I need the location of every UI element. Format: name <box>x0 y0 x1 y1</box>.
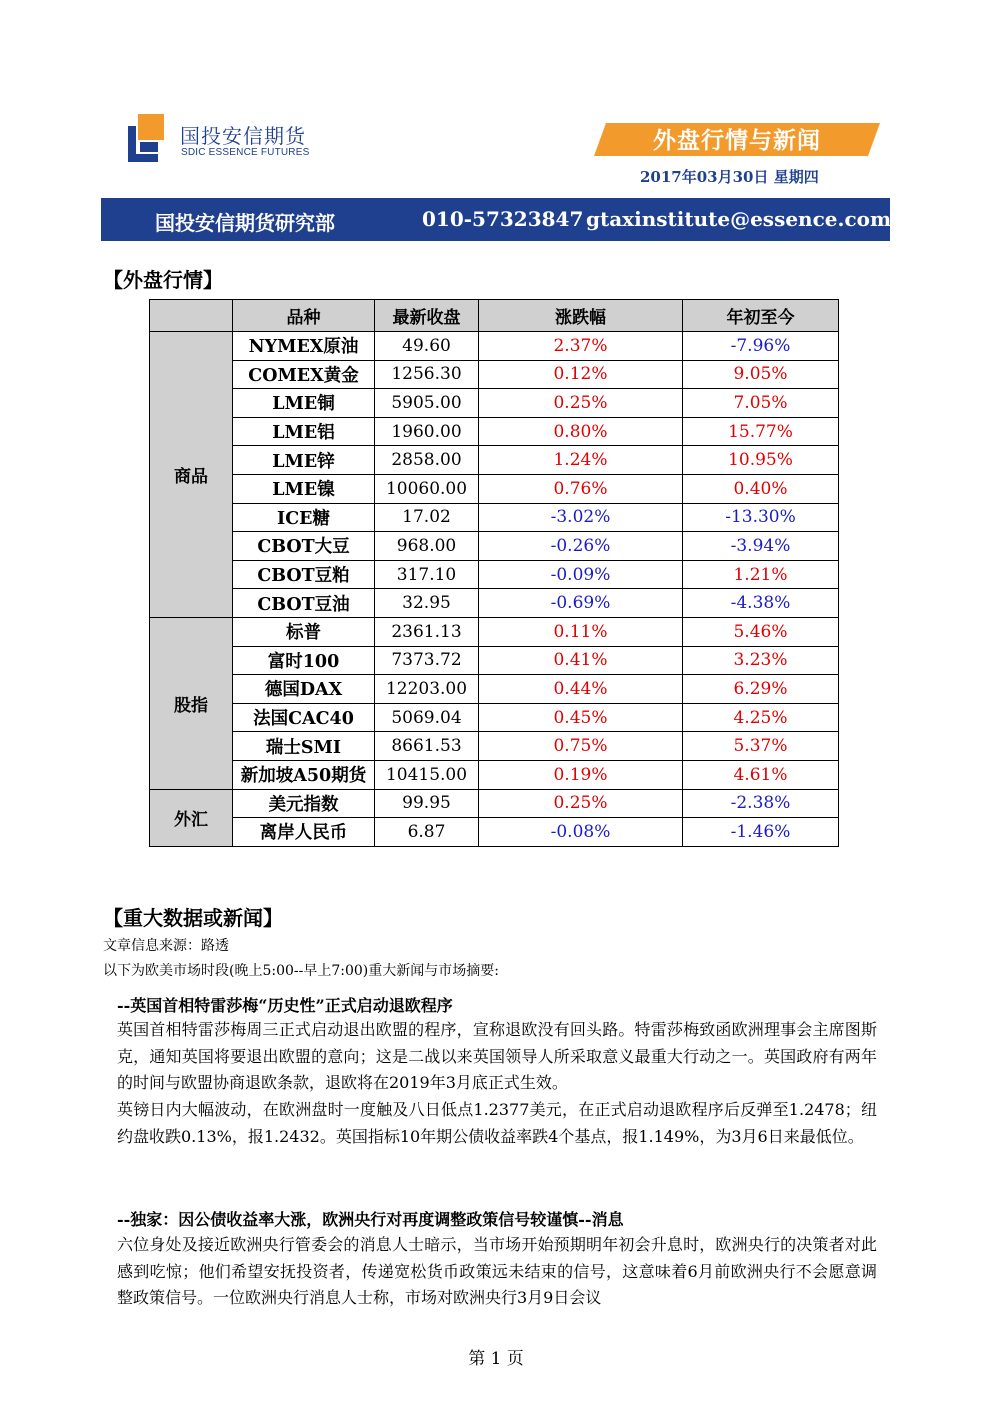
change-pct: -0.69% <box>479 589 683 618</box>
instrument-name: 标普 <box>233 617 375 646</box>
header-cell: 涨跌幅 <box>479 300 683 332</box>
instrument-name: 美元指数 <box>233 789 375 818</box>
ytd-pct: 7.05% <box>683 389 839 418</box>
ytd-pct: 0.40% <box>683 474 839 503</box>
news-source: 文章信息来源：路透 <box>103 938 229 954</box>
latest-close: 99.95 <box>375 789 479 818</box>
ytd-pct: 15.77% <box>683 417 839 446</box>
table-row <box>150 503 839 532</box>
ytd-pct: 4.61% <box>683 760 839 789</box>
ytd-pct: 9.05% <box>683 360 839 389</box>
latest-close: 49.60 <box>375 332 479 361</box>
change-pct: 0.19% <box>479 760 683 789</box>
header-blank <box>150 300 233 332</box>
change-pct: 2.37% <box>479 332 683 361</box>
table-row <box>150 818 839 847</box>
instrument-name: LME铝 <box>233 417 375 446</box>
ytd-pct: 1.21% <box>683 560 839 589</box>
table-row <box>150 389 839 418</box>
latest-close: 5069.04 <box>375 703 479 732</box>
instrument-name: LME锌 <box>233 446 375 475</box>
news-headline: --英国首相特雷莎梅“历史性”正式启动退欧程序 <box>117 996 453 1015</box>
report-date: 2017年03月30日 星期四 <box>640 168 819 186</box>
ytd-pct: -7.96% <box>683 332 839 361</box>
table-row <box>150 646 839 675</box>
change-pct: -0.26% <box>479 532 683 561</box>
table-row <box>150 332 839 361</box>
instrument-name: ICE糖 <box>233 503 375 532</box>
latest-close: 6.87 <box>375 818 479 847</box>
instrument-name: LME铜 <box>233 389 375 418</box>
table-row <box>150 732 839 761</box>
ytd-pct: 4.25% <box>683 703 839 732</box>
table-row <box>150 617 839 646</box>
change-pct: 0.44% <box>479 675 683 704</box>
ytd-pct: 5.37% <box>683 732 839 761</box>
table-row <box>150 532 839 561</box>
instrument-name: 新加坡A50期货 <box>233 760 375 789</box>
ytd-pct: -4.38% <box>683 589 839 618</box>
ytd-pct: 6.29% <box>683 675 839 704</box>
change-pct: 0.11% <box>479 617 683 646</box>
instrument-name: 富时100 <box>233 646 375 675</box>
group-label: 外汇 <box>150 789 233 846</box>
report-title-banner <box>594 123 880 156</box>
instrument-name: LME镍 <box>233 474 375 503</box>
table-row <box>150 703 839 732</box>
latest-close: 32.95 <box>375 589 479 618</box>
ytd-pct: -3.94% <box>683 532 839 561</box>
report-title: 外盘行情与新闻 <box>653 127 821 154</box>
instrument-name: 法国CAC40 <box>233 703 375 732</box>
change-pct: 0.25% <box>479 789 683 818</box>
table-row <box>150 474 839 503</box>
latest-close: 5905.00 <box>375 389 479 418</box>
group-label: 股指 <box>150 617 233 789</box>
latest-close: 7373.72 <box>375 646 479 675</box>
ytd-pct: -2.38% <box>683 789 839 818</box>
market-table <box>149 299 839 847</box>
contact-email[interactable]: gtaxinstitute@essence.com.cn <box>586 207 925 231</box>
news-paragraph: 六位身处及接近欧洲央行管委会的消息人士暗示，当市场开始预期明年初会升息时，欧洲央行的决策者对此感到吃惊；他们希望安抚投资者，传递宽松货币政策远未结束的信号，这意味着6月前欧洲央行不会愿意调整政策信号。一位欧洲央行消息人士称，市场对欧洲央行3月9日会议 <box>117 1235 877 1307</box>
group-label: 商品 <box>150 332 233 618</box>
contact-phone: 010-57323847 <box>422 207 584 231</box>
change-pct: 0.75% <box>479 732 683 761</box>
logo-company-en: SDIC ESSENCE FUTURES <box>181 147 310 158</box>
latest-close: 8661.53 <box>375 732 479 761</box>
instrument-name: CBOT大豆 <box>233 532 375 561</box>
change-pct: 1.24% <box>479 446 683 475</box>
change-pct: 0.45% <box>479 703 683 732</box>
instrument-name: NYMEX原油 <box>233 332 375 361</box>
header-cell: 年初至今 <box>683 300 839 332</box>
instrument-name: CBOT豆油 <box>233 589 375 618</box>
table-row <box>150 560 839 589</box>
instrument-name: 离岸人民币 <box>233 818 375 847</box>
ytd-pct: 3.23% <box>683 646 839 675</box>
instrument-name: 瑞士SMI <box>233 732 375 761</box>
news-headline: --独家：因公债收益率大涨，欧洲央行对再度调整政策信号较谨慎--消息 <box>117 1210 624 1229</box>
page-number: 第 1 页 <box>468 1349 524 1369</box>
change-pct: 0.76% <box>479 474 683 503</box>
news-intro: 以下为欧美市场时段(晚上5:00--早上7:00)重大新闻与市场摘要: <box>103 963 499 979</box>
latest-close: 968.00 <box>375 532 479 561</box>
change-pct: 0.12% <box>479 360 683 389</box>
news-paragraph: 英镑日内大幅波动，在欧洲盘时一度触及八日低点1.2377美元，在正式启动退欧程序后反弹至1.2478；纽约盘收跌0.13%，报1.2432。英国指标10年期公债收益率跌4个基点，报1.149%，为3月6日来最低位。 <box>117 1100 877 1146</box>
latest-close: 10060.00 <box>375 474 479 503</box>
table-row <box>150 589 839 618</box>
department-name: 国投安信期货研究部 <box>155 211 335 235</box>
ytd-pct: -13.30% <box>683 503 839 532</box>
change-pct: -3.02% <box>479 503 683 532</box>
ytd-pct: -1.46% <box>683 818 839 847</box>
instrument-name: CBOT豆粕 <box>233 560 375 589</box>
table-row <box>150 760 839 789</box>
logo-company-name: 国投安信期货 <box>180 124 306 148</box>
logo-mark-icon <box>128 114 164 162</box>
change-pct: 0.25% <box>479 389 683 418</box>
header-cell: 最新收盘 <box>375 300 479 332</box>
latest-close: 317.10 <box>375 560 479 589</box>
contact-bar <box>101 198 925 241</box>
market-section-title: 【外盘行情】 <box>103 268 223 292</box>
table-row <box>150 446 839 475</box>
change-pct: -0.08% <box>479 818 683 847</box>
latest-close: 12203.00 <box>375 675 479 704</box>
news-paragraph: 英国首相特雷莎梅周三正式启动退出欧盟的程序，宣称退欧没有回头路。特雷莎梅致函欧洲理事会主席图斯克，通知英国将要退出欧盟的意向；这是二战以来英国领导人所采取意义最重大行动之一。英国政府有两年的时间与欧盟协商退欧条款，退欧将在2019年3月底正式生效。 <box>117 1020 877 1092</box>
header-cell: 品种 <box>233 300 375 332</box>
table-row <box>150 789 839 818</box>
latest-close: 2361.13 <box>375 617 479 646</box>
market-table-body <box>150 332 839 847</box>
news-section-title: 【重大数据或新闻】 <box>103 906 283 930</box>
table-row <box>150 417 839 446</box>
table-row <box>150 360 839 389</box>
table-row <box>150 675 839 704</box>
table-header-row <box>150 300 839 332</box>
latest-close: 1960.00 <box>375 417 479 446</box>
change-pct: 0.80% <box>479 417 683 446</box>
latest-close: 1256.30 <box>375 360 479 389</box>
change-pct: -0.09% <box>479 560 683 589</box>
ytd-pct: 10.95% <box>683 446 839 475</box>
instrument-name: 德国DAX <box>233 675 375 704</box>
latest-close: 2858.00 <box>375 446 479 475</box>
instrument-name: COMEX黄金 <box>233 360 375 389</box>
latest-close: 17.02 <box>375 503 479 532</box>
change-pct: 0.41% <box>479 646 683 675</box>
latest-close: 10415.00 <box>375 760 479 789</box>
company-logo <box>128 108 308 162</box>
ytd-pct: 5.46% <box>683 617 839 646</box>
